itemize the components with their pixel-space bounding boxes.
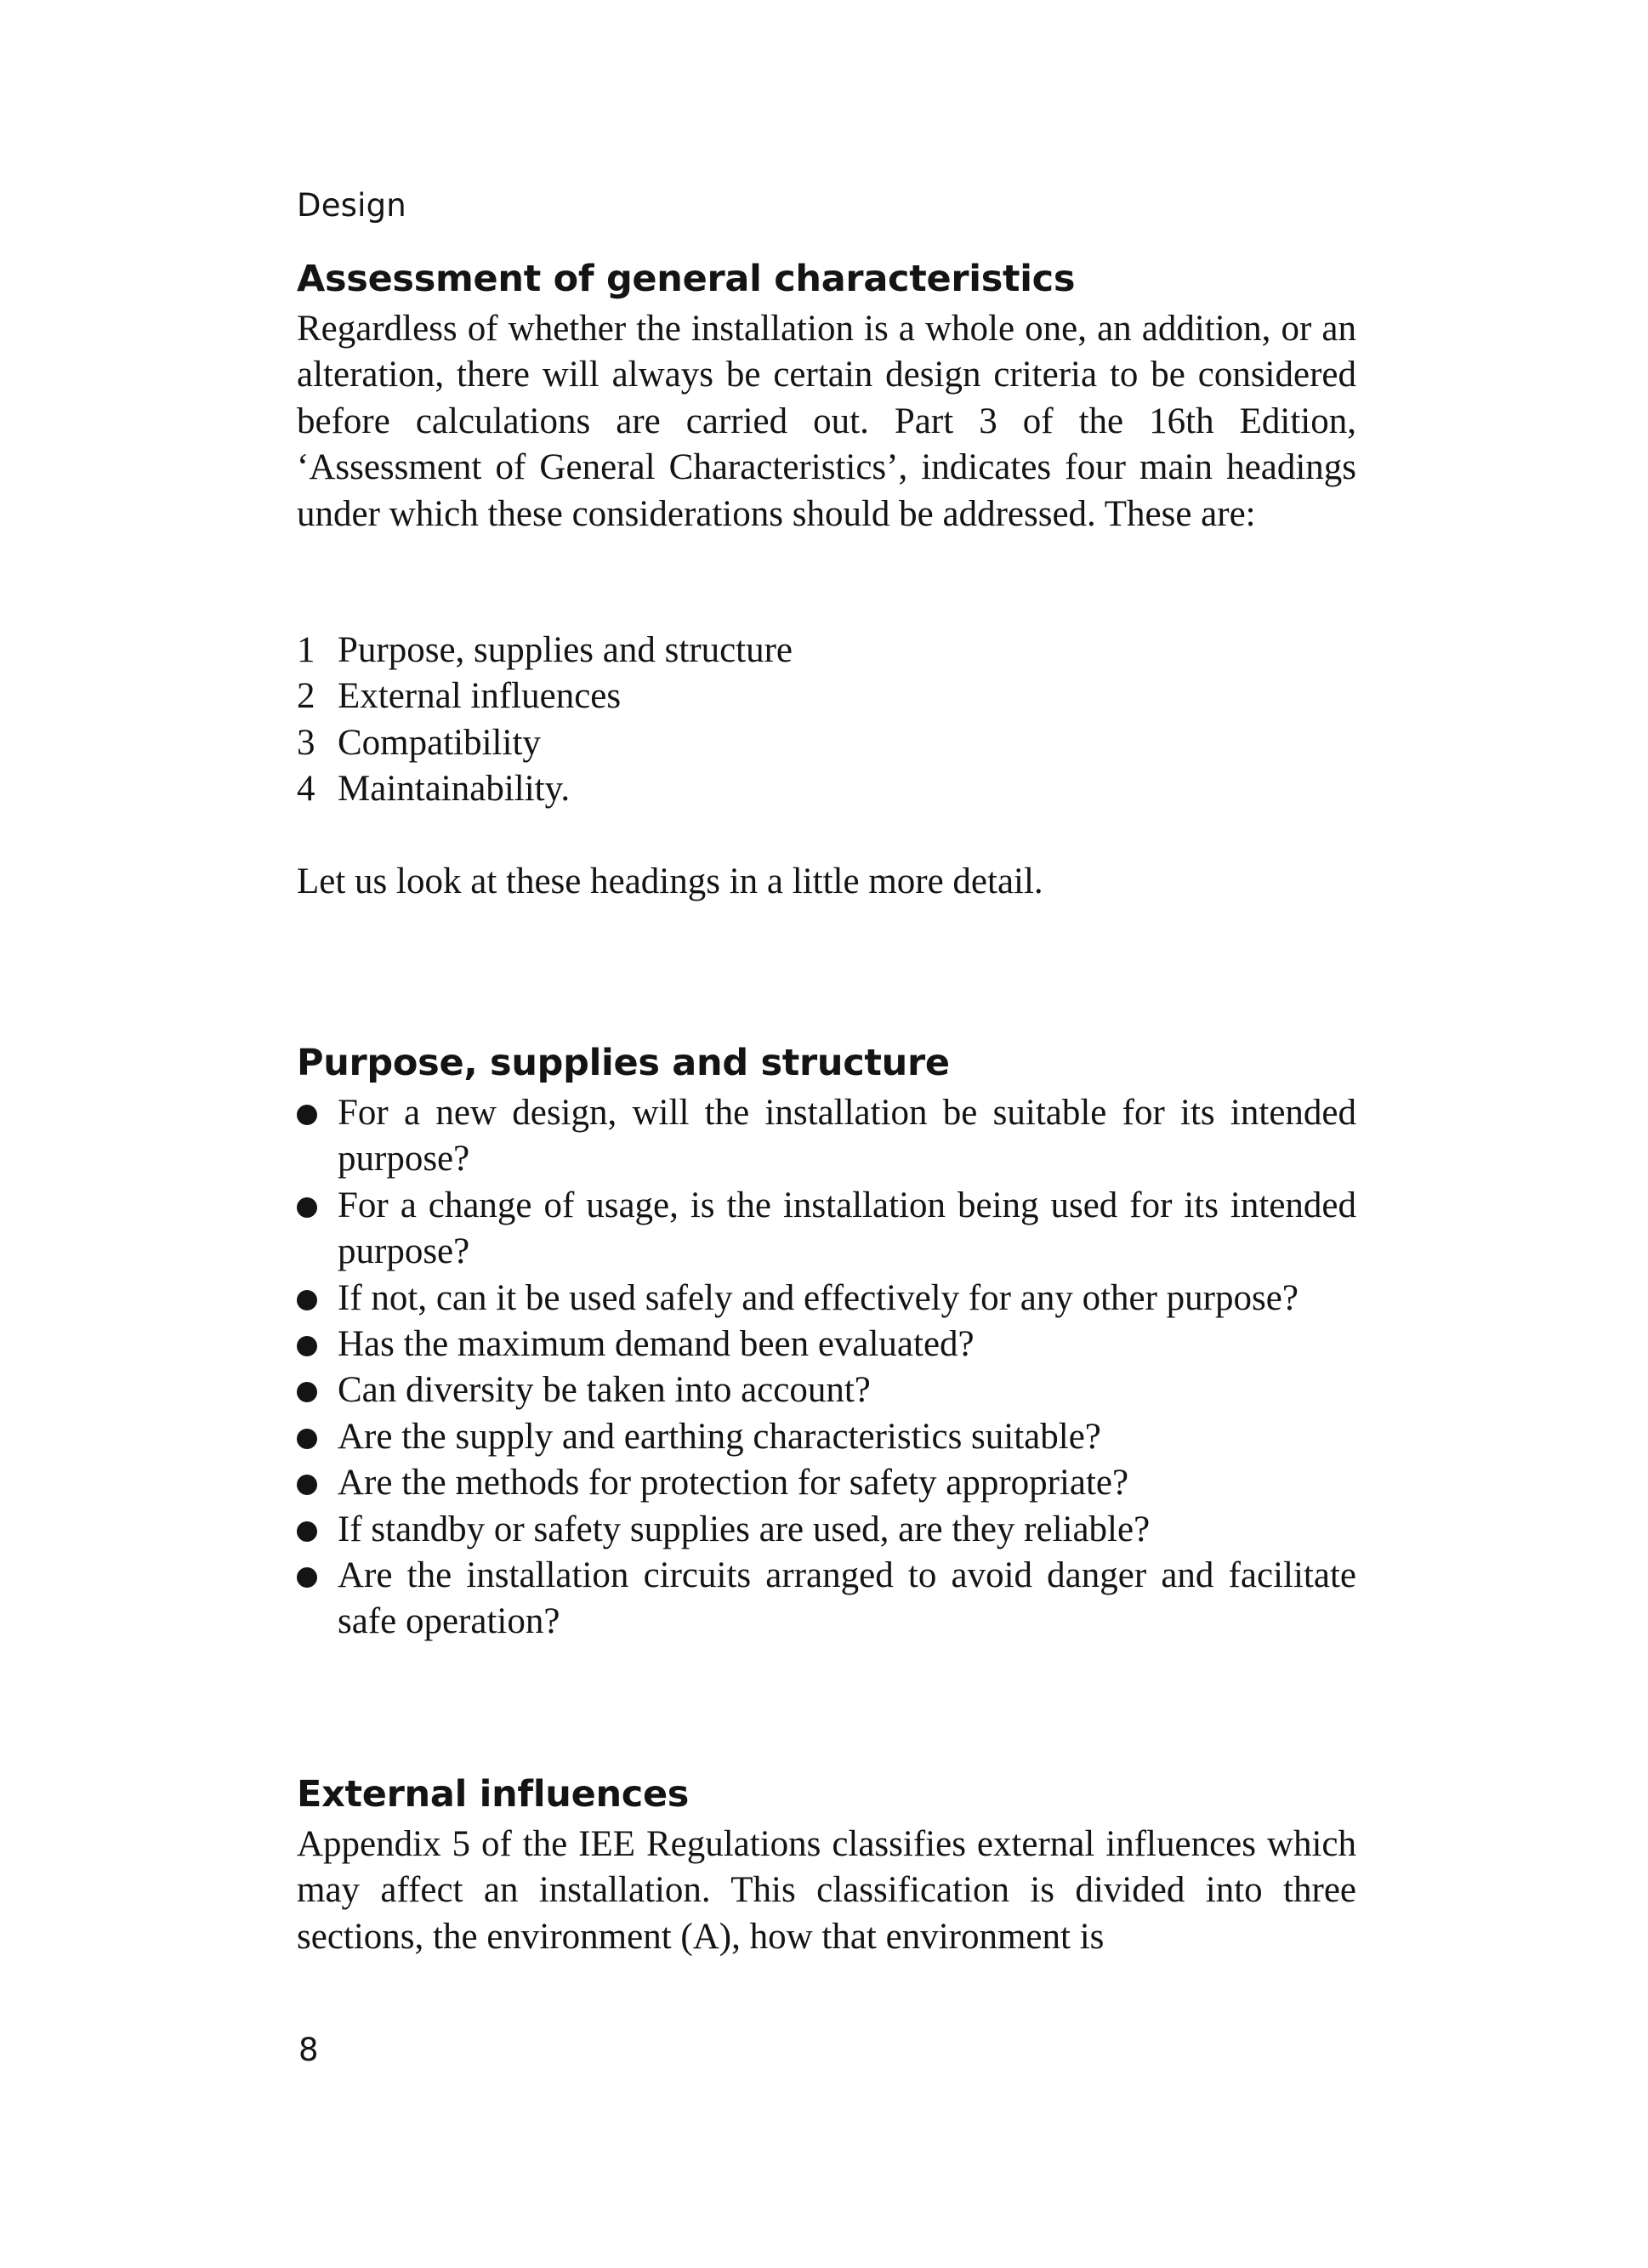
bullet-text: If standby or safety supplies are used, are they reliable?: [338, 1509, 1151, 1549]
bullet-dot-icon: [297, 1414, 338, 1460]
bullet-dot-icon: [297, 1322, 338, 1367]
bullet-item: [297, 1460, 1356, 1506]
bullet-text: Are the installation circuits arranged to avoid danger and facilitate safe operation?: [338, 1555, 1356, 1642]
external-influences-paragraph: Appendix 5 of the IEE Regulations classifies external influences which may affect an installation. This classification is divided into three sections, the environment (A), how that environment is: [297, 1824, 1356, 1957]
list-text: Purpose, supplies and structure: [338, 630, 793, 670]
bullet-item: [297, 1090, 1356, 1183]
bullet-text: For a change of usage, is the installation being used for its intended purpose?: [338, 1185, 1356, 1272]
bullet-item: [297, 1553, 1356, 1646]
bullet-item: [297, 1507, 1356, 1553]
list-number: 4: [297, 769, 315, 810]
bullet-item: [297, 1414, 1356, 1460]
bullet-dot-icon: [297, 1507, 338, 1553]
list-item: [297, 628, 1356, 674]
bullet-dot-icon: [297, 1553, 338, 1599]
list-item: [297, 720, 1356, 766]
bullet-text: Are the methods for protection for safety appropriate?: [338, 1463, 1129, 1503]
bullet-dot-icon: [297, 1460, 338, 1506]
purpose-bullet-list: [297, 1090, 1356, 1646]
heading-external-influences: External influences: [297, 1773, 690, 1816]
bullet-item: [297, 1367, 1356, 1413]
list-text: External influences: [338, 676, 622, 717]
bullet-dot-icon: [297, 1183, 338, 1229]
bullet-item: [297, 1183, 1356, 1276]
heading-numbered-list: [297, 628, 1356, 813]
closing-paragraph: Let us look at these headings in a little more detail.: [297, 861, 1043, 901]
list-item: [297, 766, 1356, 812]
list-text: Compatibility: [338, 722, 541, 763]
intro-paragraph: Regardless of whether the installation is a whole one, an addition, or an alteration, there will always be certain design criteria to be considered before calculations are carried out. Part 3 of the 16th Edition, ‘Assessment of General Characteristics’, indicates four main headings under which these considerations should be addressed. These are:: [297, 309, 1356, 534]
list-number: 2: [297, 676, 315, 717]
bullet-text: If not, can it be used safely and effectively for any other purpose?: [338, 1277, 1299, 1318]
book-page: [297, 0, 1356, 2268]
list-number: 1: [297, 630, 315, 670]
heading-purpose-supplies-structure: Purpose, supplies and structure: [297, 1042, 950, 1084]
heading-general-characteristics: Assessment of general characteristics: [297, 258, 1076, 300]
bullet-dot-icon: [297, 1276, 338, 1322]
bullet-text: Has the maximum demand been evaluated?: [338, 1324, 975, 1365]
bullet-dot-icon: [297, 1090, 338, 1136]
bullet-item: [297, 1322, 1356, 1367]
bullet-text: For a new design, will the installation be suitable for its intended purpose?: [338, 1093, 1356, 1179]
list-number: 3: [297, 722, 315, 763]
bullet-text: Can diversity be taken into account?: [338, 1370, 871, 1411]
bullet-dot-icon: [297, 1367, 338, 1413]
page-number: 8: [298, 2032, 319, 2068]
bullet-item: [297, 1276, 1356, 1322]
list-text: Maintainability.: [338, 769, 571, 810]
bullet-text: Are the supply and earthing characteristics suitable?: [338, 1416, 1101, 1457]
list-item: [297, 674, 1356, 719]
running-head: Design: [297, 187, 406, 224]
